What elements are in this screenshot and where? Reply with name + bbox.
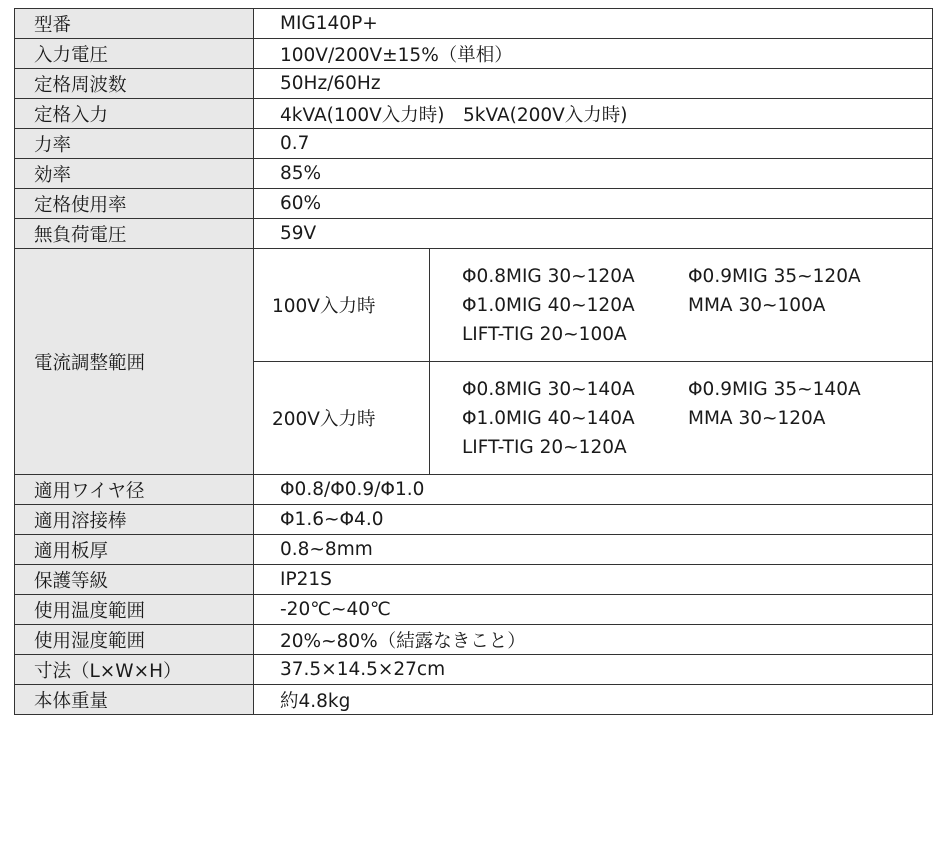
spec-row-operating-humidity [15, 625, 933, 655]
ranges-200v-line-1 [462, 375, 932, 404]
label-rated-input: 定格入力 [15, 99, 254, 129]
range-100v-mig10: Φ1.0MIG 40~120A [462, 294, 635, 316]
range-100v-mma: MMA 30~100A [688, 294, 826, 316]
ranges-200v-line-2 [462, 404, 932, 433]
label-power-factor: 力率 [15, 129, 254, 159]
value-duty-cycle: 60% [254, 189, 933, 219]
spec-row-plate-thickness [15, 535, 933, 565]
label-no-load-voltage: 無負荷電圧 [15, 219, 254, 249]
range-100v-mig09: Φ0.9MIG 35~120A [688, 265, 861, 287]
range-100v-lift-tig: LIFT-TIG 20~100A [462, 323, 627, 345]
label-input-voltage: 入力電圧 [15, 39, 254, 69]
input-100v: 100V入力時 [254, 249, 430, 362]
value-dimensions: 37.5×14.5×27cm [254, 655, 933, 685]
value-plate-thickness: 0.8~8mm [254, 535, 933, 565]
value-rated-input: 4kVA(100V入力時) 5kVA(200V入力時) [254, 99, 933, 129]
range-200v-mma: MMA 30~120A [688, 407, 826, 429]
value-operating-humidity: 20%~80%（結露なきこと） [254, 625, 933, 655]
value-power-factor: 0.7 [254, 129, 933, 159]
label-electrode: 適用溶接棒 [15, 505, 254, 535]
label-protection-class: 保護等級 [15, 565, 254, 595]
label-wire-diameter: 適用ワイヤ径 [15, 475, 254, 505]
ranges-100v-line-2 [462, 291, 932, 320]
range-200v-mig09: Φ0.9MIG 35~140A [688, 378, 861, 400]
ranges-100v-line-1 [462, 262, 932, 291]
spec-row-no-load-voltage [15, 219, 933, 249]
spec-row-electrode [15, 505, 933, 535]
spec-row-efficiency [15, 159, 933, 189]
range-200v-lift-tig: LIFT-TIG 20~120A [462, 436, 627, 458]
spec-row-rated-input [15, 99, 933, 129]
range-200v-mig10: Φ1.0MIG 40~140A [462, 407, 635, 429]
spec-row-operating-temperature [15, 595, 933, 625]
value-model: MIG140P+ [254, 9, 933, 39]
ranges-200v [430, 362, 933, 475]
input-200v: 200V入力時 [254, 362, 430, 475]
spec-row-protection-class [15, 565, 933, 595]
label-operating-humidity: 使用湿度範囲 [15, 625, 254, 655]
value-no-load-voltage: 59V [254, 219, 933, 249]
label-plate-thickness: 適用板厚 [15, 535, 254, 565]
spec-table [14, 8, 933, 715]
label-operating-temperature: 使用温度範囲 [15, 595, 254, 625]
value-weight: 約4.8kg [254, 685, 933, 715]
value-electrode: Φ1.6~Φ4.0 [254, 505, 933, 535]
spec-row-duty-cycle [15, 189, 933, 219]
spec-row-current-range-100v [15, 249, 933, 362]
spec-row-power-factor [15, 129, 933, 159]
spec-row-rated-frequency [15, 69, 933, 99]
value-rated-frequency: 50Hz/60Hz [254, 69, 933, 99]
label-dimensions: 寸法（L×W×H） [15, 655, 254, 685]
label-weight: 本体重量 [15, 685, 254, 715]
spec-row-model [15, 9, 933, 39]
label-current-range: 電流調整範囲 [15, 249, 254, 475]
range-100v-mig08: Φ0.8MIG 30~120A [462, 265, 635, 287]
value-operating-temperature: -20℃~40℃ [254, 595, 933, 625]
spec-row-input-voltage [15, 39, 933, 69]
ranges-100v [430, 249, 933, 362]
label-model: 型番 [15, 9, 254, 39]
label-duty-cycle: 定格使用率 [15, 189, 254, 219]
range-200v-mig08: Φ0.8MIG 30~140A [462, 378, 635, 400]
spec-row-wire-diameter [15, 475, 933, 505]
label-rated-frequency: 定格周波数 [15, 69, 254, 99]
label-efficiency: 効率 [15, 159, 254, 189]
value-efficiency: 85% [254, 159, 933, 189]
value-wire-diameter: Φ0.8/Φ0.9/Φ1.0 [254, 475, 933, 505]
value-input-voltage: 100V/200V±15%（単相） [254, 39, 933, 69]
spec-row-weight [15, 685, 933, 715]
spec-row-dimensions [15, 655, 933, 685]
value-protection-class: IP21S [254, 565, 933, 595]
